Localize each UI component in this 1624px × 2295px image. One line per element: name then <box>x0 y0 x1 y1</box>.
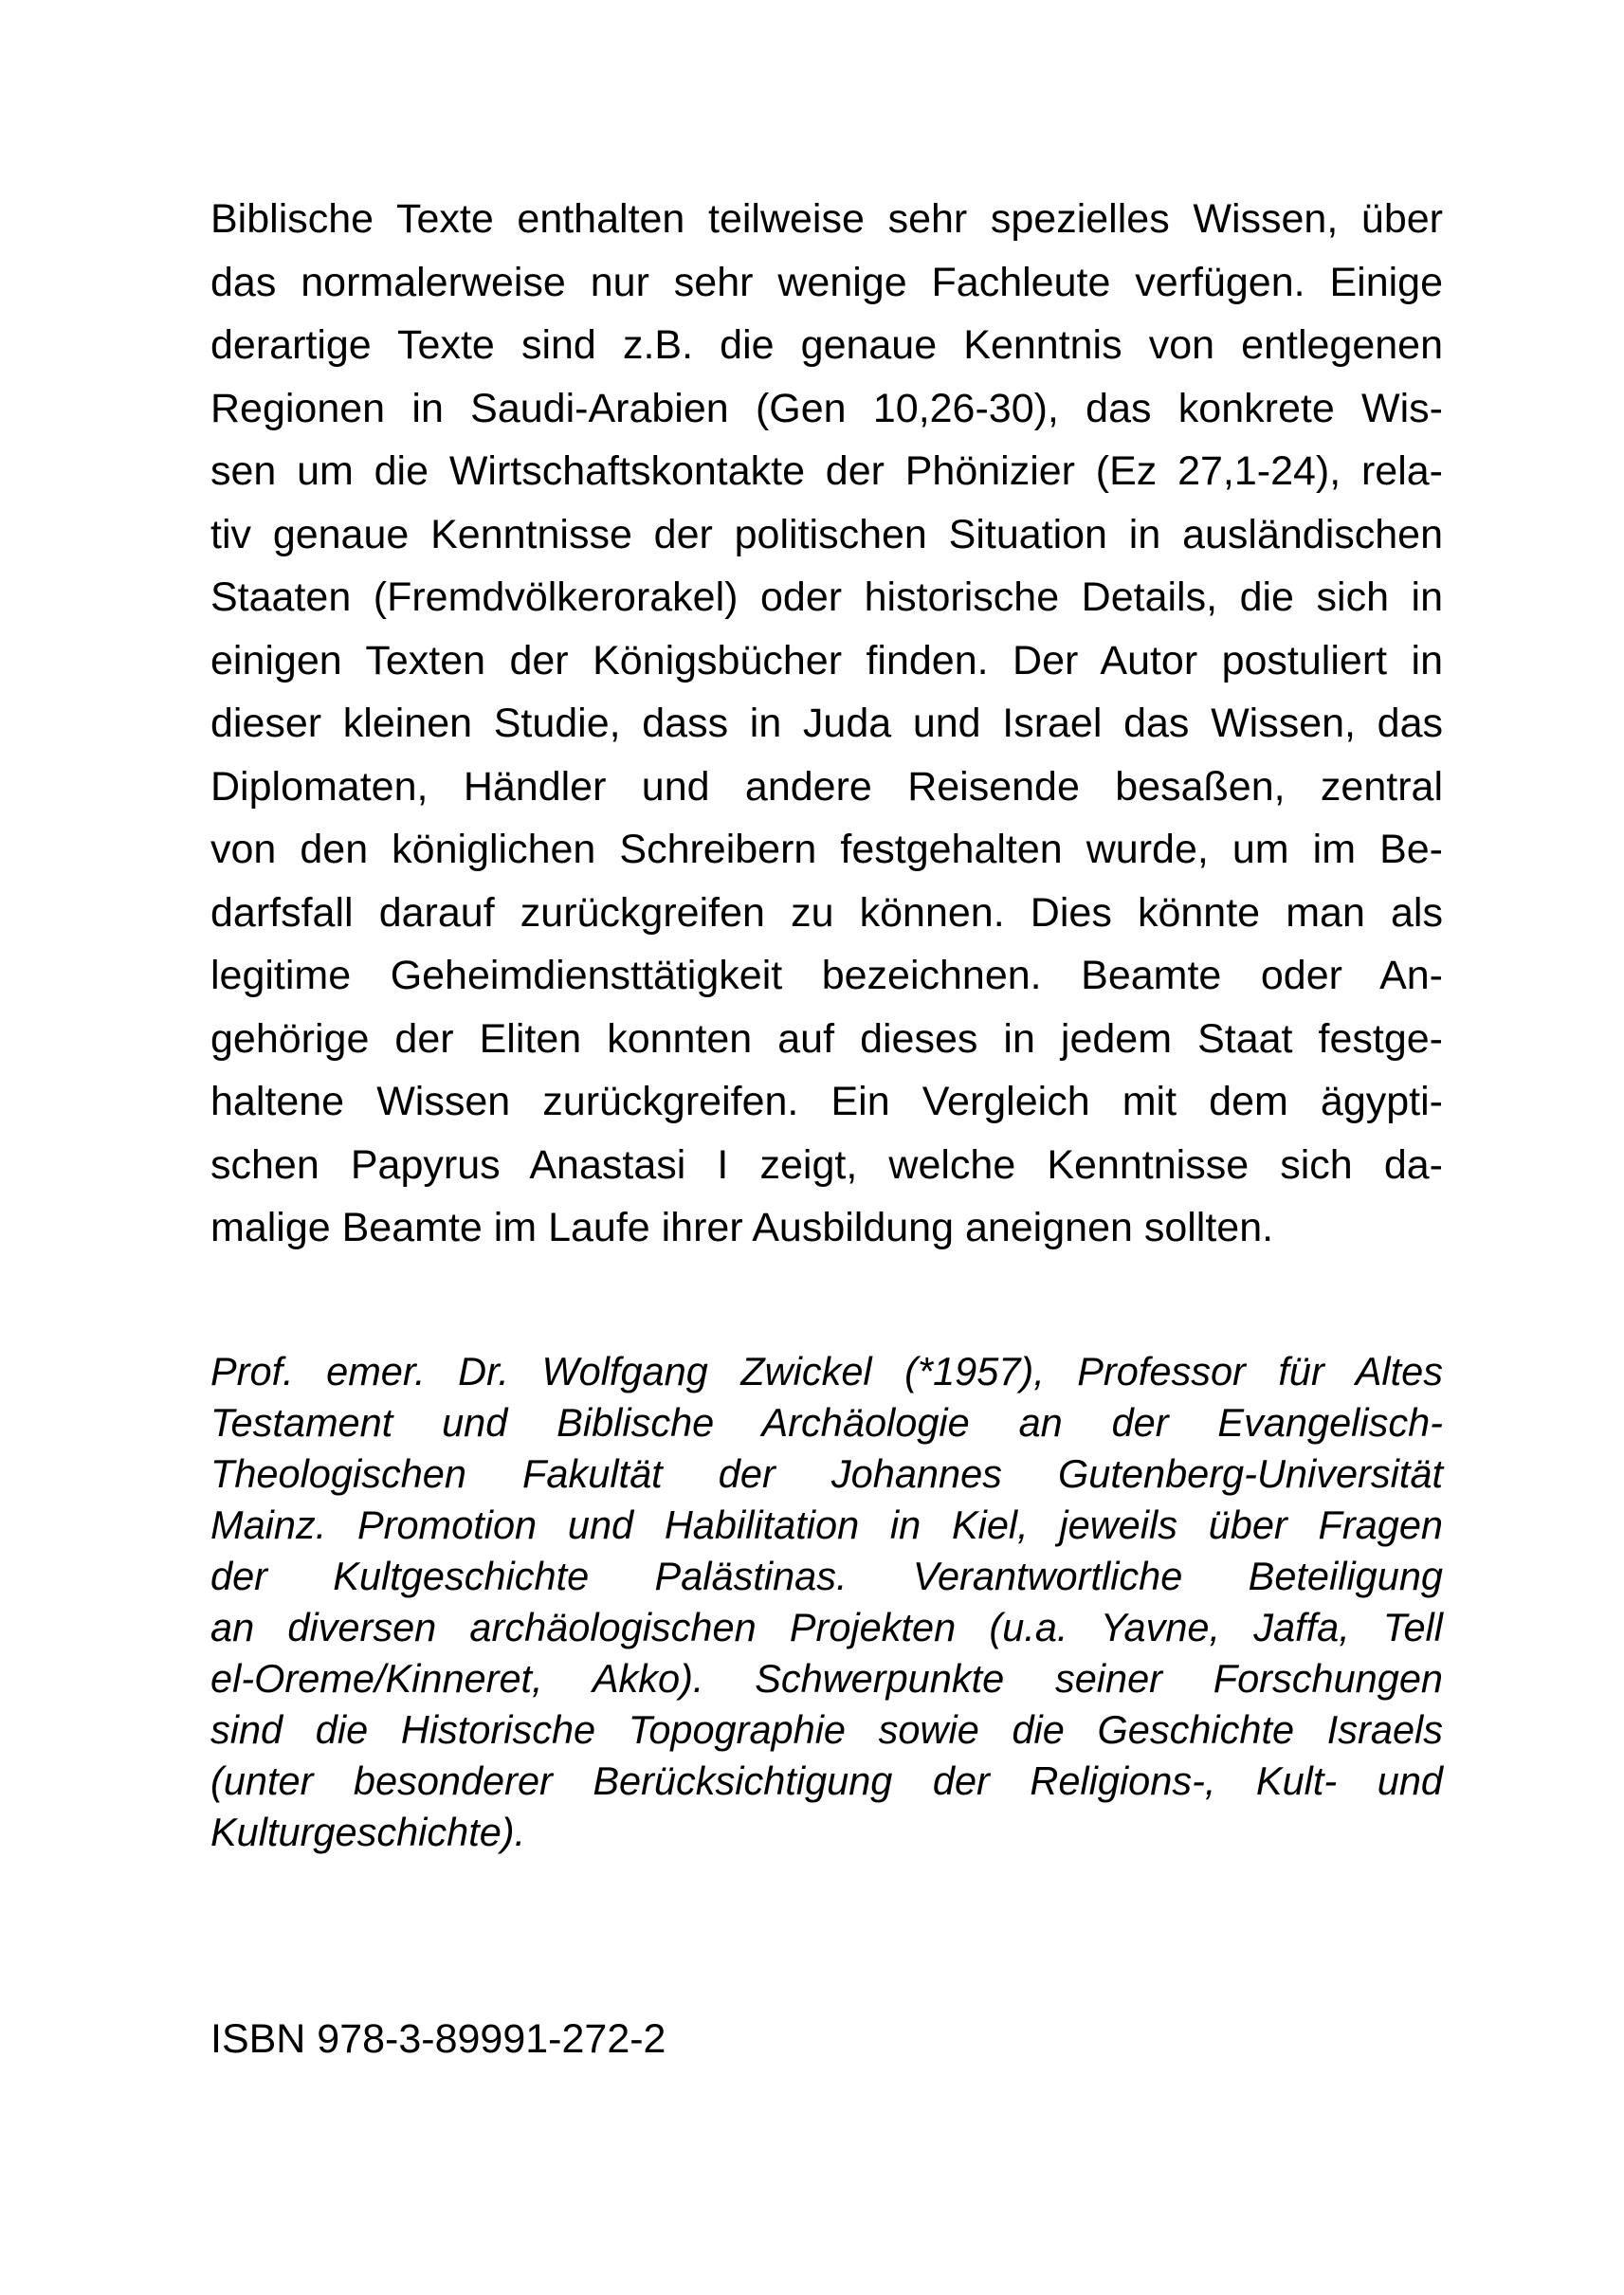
bio-line: Kulturgeschichte). <box>210 1810 526 1854</box>
author-bio <box>210 1346 1443 1858</box>
bio-line: Prof. emer. Dr. Wolfgang Zwickel (*1957), Professor für Altes <box>210 1349 1443 1393</box>
blurb-line: Regionen in Saudi-Arabien (Gen 10,26-30), das konkrete Wis- <box>210 385 1443 431</box>
isbn-number: ISBN 978-3-89991-272-2 <box>210 2016 666 2062</box>
blurb-line: Diplomaten, Händler und andere Reisende besaßen, zentral <box>210 763 1443 810</box>
bio-line: an diversen archäologischen Projekten (u.a. Yavne, Jaffa, Tell <box>210 1605 1443 1649</box>
blurb-line: darfsfall darauf zurückgreifen zu können. Dies könnte man als <box>210 889 1443 936</box>
bio-line: sind die Historische Topographie sowie die Geschichte Israels <box>210 1707 1443 1752</box>
blurb-line: legitime Geheimdiensttätigkeit bezeichnen. Beamte oder An- <box>210 953 1443 998</box>
blurb-line: schen Papyrus Anastasi I zeigt, welche Kenntnisse sich da- <box>210 1141 1443 1188</box>
blurb-line: sen um die Wirtschaftskontakte der Phönizier (Ez 27,1-24), rela- <box>210 448 1443 494</box>
blurb-line: dieser kleinen Studie, dass in Juda und Israel das Wissen, das <box>210 701 1443 746</box>
bio-line: Testament und Biblische Archäologie an der Evangelisch- <box>210 1400 1443 1445</box>
blurb-line: Staaten (Fremdvölkerorakel) oder historische Details, die sich in <box>210 574 1443 620</box>
blurb-line: tiv genaue Kenntnisse der politischen Situation in ausländischen <box>210 511 1443 557</box>
blurb-line: haltene Wissen zurückgreifen. Ein Vergleich mit dem ägypti- <box>210 1079 1443 1124</box>
bio-line: Mainz. Promotion und Habilitation in Kiel, jeweils über Fragen <box>210 1503 1443 1547</box>
bio-line: (unter besonderer Berücksichtigung der Religions-, Kult- und <box>210 1758 1443 1803</box>
blurb-line: einigen Texten der Königsbücher finden. Der Autor postuliert in <box>210 637 1443 683</box>
blurb-line: malige Beamte im Laufe ihrer Ausbildung aneignen sollten. <box>210 1205 1274 1250</box>
blurb-line: von den königlichen Schreibern festgehalten wurde, um im Be- <box>210 827 1443 872</box>
blurb-line: gehörige der Eliten konnten auf dieses in jedem Staat festge- <box>210 1015 1443 1062</box>
bio-line: der Kultgeschichte Palästinas. Verantwortliche Beteiligung <box>210 1554 1443 1598</box>
bio-line: el-Oreme/Kinneret, Akko). Schwerpunkte seiner Forschungen <box>210 1656 1443 1701</box>
book-blurb <box>210 188 1443 1260</box>
bio-line: Theologischen Fakultät der Johannes Gutenberg-Universität <box>210 1451 1443 1496</box>
blurb-line: derartige Texte sind z.B. die genaue Kenntnis von entlegenen <box>210 322 1443 368</box>
blurb-line: Biblische Texte enthalten teilweise sehr spezielles Wissen, über <box>210 196 1443 242</box>
blurb-line: das normalerweise nur sehr wenige Fachleute verfügen. Einige <box>210 259 1443 305</box>
